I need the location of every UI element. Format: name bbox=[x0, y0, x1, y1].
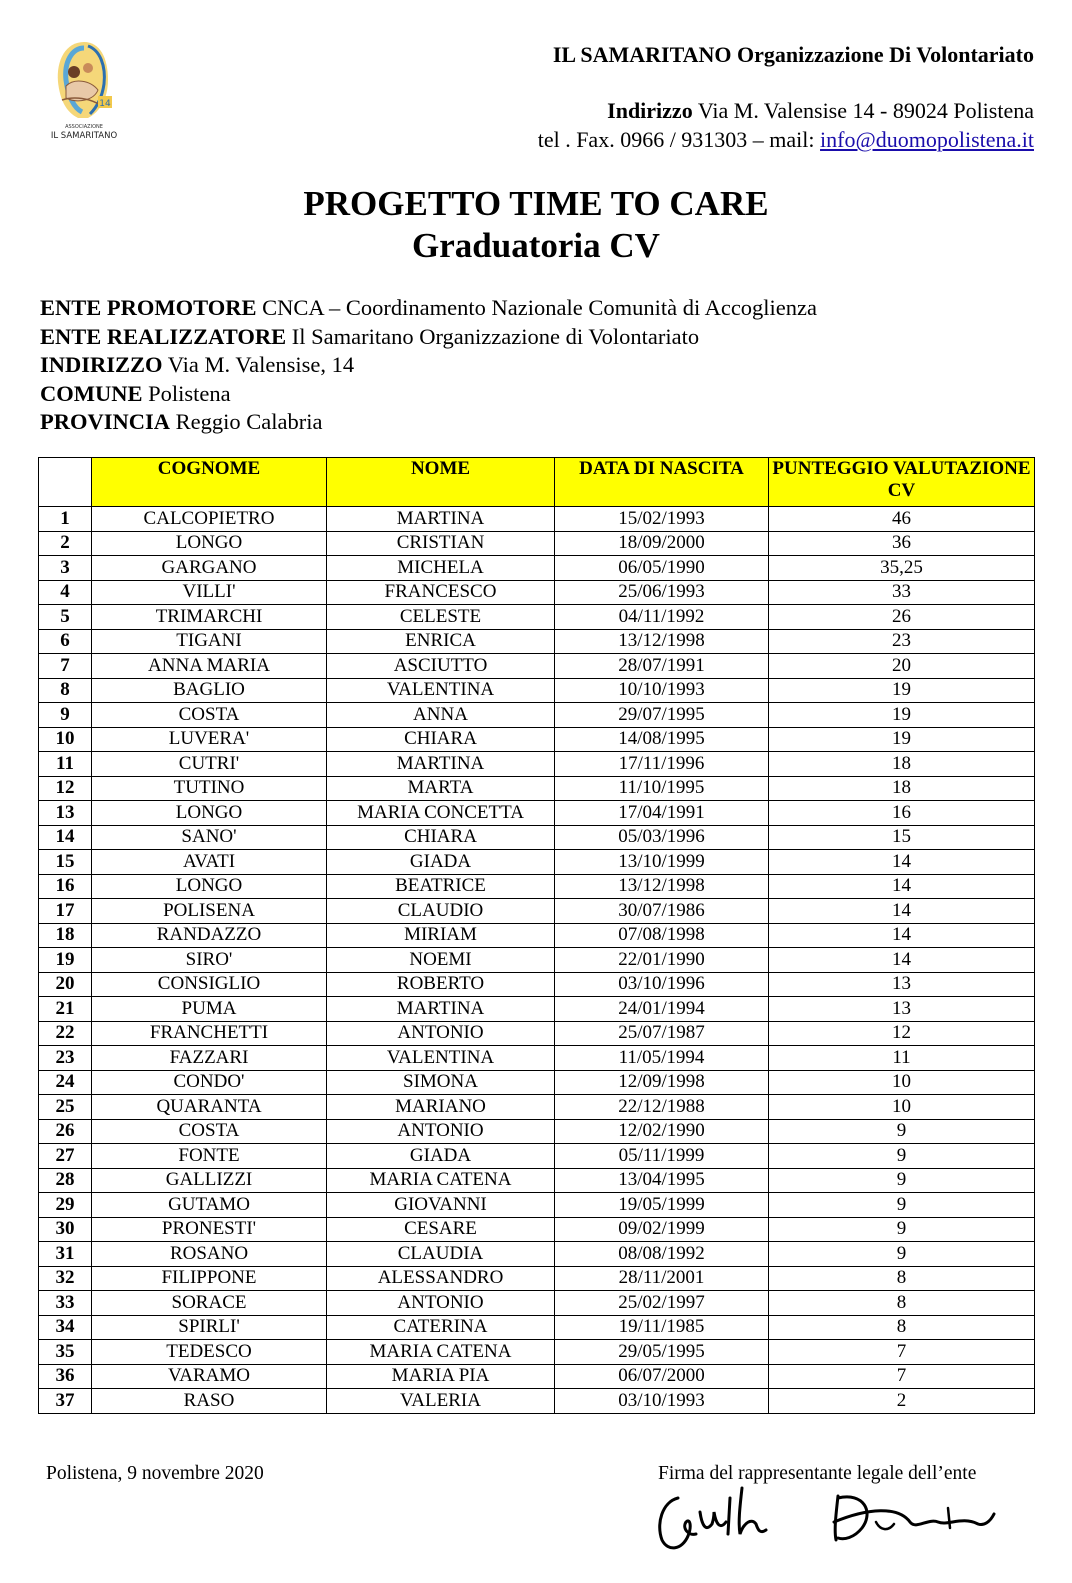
cell-data-nascita: 18/09/2000 bbox=[555, 531, 769, 556]
cell-punteggio: 8 bbox=[769, 1291, 1035, 1316]
table-row bbox=[39, 1340, 1035, 1365]
cell-nome: CRISTIAN bbox=[327, 531, 555, 556]
cell-punteggio: 10 bbox=[769, 1070, 1035, 1095]
cell-cognome: GARGANO bbox=[92, 556, 327, 581]
cell-rank: 32 bbox=[39, 1266, 92, 1291]
cell-data-nascita: 30/07/1986 bbox=[555, 899, 769, 924]
cell-rank: 30 bbox=[39, 1217, 92, 1242]
table-row bbox=[39, 1119, 1035, 1144]
table-row bbox=[39, 1046, 1035, 1071]
ranking-table bbox=[38, 457, 1035, 1414]
cell-punteggio: 10 bbox=[769, 1095, 1035, 1120]
cell-rank: 35 bbox=[39, 1340, 92, 1365]
cell-rank: 31 bbox=[39, 1242, 92, 1267]
cell-cognome: FRANCHETTI bbox=[92, 1021, 327, 1046]
cell-rank: 33 bbox=[39, 1291, 92, 1316]
cell-nome: CESARE bbox=[327, 1217, 555, 1242]
cell-cognome: CONDO' bbox=[92, 1070, 327, 1095]
cell-cognome: RASO bbox=[92, 1389, 327, 1414]
address-label: Indirizzo bbox=[607, 98, 693, 123]
cell-data-nascita: 17/11/1996 bbox=[555, 752, 769, 777]
cell-nome: MIRIAM bbox=[327, 923, 555, 948]
cell-nome: MARIANO bbox=[327, 1095, 555, 1120]
cell-data-nascita: 22/12/1988 bbox=[555, 1095, 769, 1120]
cell-rank: 4 bbox=[39, 580, 92, 605]
cell-nome: MARTINA bbox=[327, 752, 555, 777]
info-comune bbox=[40, 380, 817, 409]
cell-data-nascita: 15/02/1993 bbox=[555, 507, 769, 532]
cell-rank: 19 bbox=[39, 948, 92, 973]
cell-punteggio: 19 bbox=[769, 703, 1035, 728]
cell-punteggio: 2 bbox=[769, 1389, 1035, 1414]
cell-data-nascita: 03/10/1996 bbox=[555, 972, 769, 997]
cell-rank: 16 bbox=[39, 874, 92, 899]
email-link[interactable]: info@duomopolistena.it bbox=[820, 127, 1034, 152]
cell-data-nascita: 13/04/1995 bbox=[555, 1168, 769, 1193]
cell-nome: NOEMI bbox=[327, 948, 555, 973]
cell-nome: ASCIUTTO bbox=[327, 654, 555, 679]
header-nome: NOME bbox=[327, 458, 555, 507]
cell-data-nascita: 14/08/1995 bbox=[555, 727, 769, 752]
info-ente-promotore bbox=[40, 294, 817, 323]
cell-cognome: GUTAMO bbox=[92, 1193, 327, 1218]
cell-rank: 6 bbox=[39, 629, 92, 654]
cell-data-nascita: 06/05/1990 bbox=[555, 556, 769, 581]
cell-rank: 34 bbox=[39, 1315, 92, 1340]
cell-punteggio: 13 bbox=[769, 972, 1035, 997]
table-row bbox=[39, 1315, 1035, 1340]
cell-cognome: SIRO' bbox=[92, 948, 327, 973]
cell-punteggio: 35,25 bbox=[769, 556, 1035, 581]
cell-nome: ANTONIO bbox=[327, 1291, 555, 1316]
tel-fax-text: tel . Fax. 0966 / 931303 – mail: bbox=[537, 127, 821, 152]
table-row bbox=[39, 1070, 1035, 1095]
cell-data-nascita: 08/08/1992 bbox=[555, 1242, 769, 1267]
table-row bbox=[39, 923, 1035, 948]
table-row bbox=[39, 654, 1035, 679]
cell-data-nascita: 03/10/1993 bbox=[555, 1389, 769, 1414]
cell-punteggio: 9 bbox=[769, 1242, 1035, 1267]
cell-cognome: GALLIZZI bbox=[92, 1168, 327, 1193]
cell-cognome: TIGANI bbox=[92, 629, 327, 654]
cell-nome: ANTONIO bbox=[327, 1119, 555, 1144]
table-row bbox=[39, 972, 1035, 997]
cell-data-nascita: 28/11/2001 bbox=[555, 1266, 769, 1291]
table-header-row bbox=[39, 458, 1035, 507]
info-indirizzo bbox=[40, 351, 817, 380]
cell-punteggio: 19 bbox=[769, 727, 1035, 752]
cell-rank: 26 bbox=[39, 1119, 92, 1144]
cell-cognome: TUTINO bbox=[92, 776, 327, 801]
cell-cognome: LONGO bbox=[92, 801, 327, 826]
page-subtitle: Graduatoria CV bbox=[412, 226, 660, 265]
header-cognome: COGNOME bbox=[92, 458, 327, 507]
cell-punteggio: 36 bbox=[769, 531, 1035, 556]
svg-text:14: 14 bbox=[99, 99, 111, 109]
cell-cognome: LONGO bbox=[92, 531, 327, 556]
info-value: Polistena bbox=[148, 380, 231, 406]
cell-data-nascita: 13/10/1999 bbox=[555, 850, 769, 875]
address-line bbox=[607, 98, 1034, 124]
cell-cognome: ANNA MARIA bbox=[92, 654, 327, 679]
cell-data-nascita: 13/12/1998 bbox=[555, 629, 769, 654]
info-label: PROVINCIA bbox=[40, 409, 171, 435]
cell-nome: FRANCESCO bbox=[327, 580, 555, 605]
cell-cognome: PUMA bbox=[92, 997, 327, 1022]
table-row bbox=[39, 850, 1035, 875]
cell-cognome: COSTA bbox=[92, 1119, 327, 1144]
table-row bbox=[39, 1291, 1035, 1316]
cell-rank: 11 bbox=[39, 752, 92, 777]
cell-nome: MARTINA bbox=[327, 507, 555, 532]
cell-rank: 18 bbox=[39, 923, 92, 948]
project-info bbox=[40, 294, 817, 437]
cell-cognome: FILIPPONE bbox=[92, 1266, 327, 1291]
info-label: ENTE REALIZZATORE bbox=[40, 323, 287, 349]
cell-nome: VALENTINA bbox=[327, 1046, 555, 1071]
table-row bbox=[39, 703, 1035, 728]
cell-rank: 9 bbox=[39, 703, 92, 728]
cell-rank: 29 bbox=[39, 1193, 92, 1218]
cell-punteggio: 8 bbox=[769, 1315, 1035, 1340]
cell-punteggio: 26 bbox=[769, 605, 1035, 630]
cell-cognome: RANDAZZO bbox=[92, 923, 327, 948]
cell-rank: 25 bbox=[39, 1095, 92, 1120]
cell-nome: ALESSANDRO bbox=[327, 1266, 555, 1291]
cell-data-nascita: 29/05/1995 bbox=[555, 1340, 769, 1365]
cell-cognome: PRONESTI' bbox=[92, 1217, 327, 1242]
cell-punteggio: 18 bbox=[769, 752, 1035, 777]
cell-nome: GIOVANNI bbox=[327, 1193, 555, 1218]
cell-cognome: VARAMO bbox=[92, 1364, 327, 1389]
cell-rank: 23 bbox=[39, 1046, 92, 1071]
cell-nome: VALENTINA bbox=[327, 678, 555, 703]
cell-cognome: BAGLIO bbox=[92, 678, 327, 703]
cell-rank: 8 bbox=[39, 678, 92, 703]
cell-data-nascita: 11/10/1995 bbox=[555, 776, 769, 801]
cell-cognome: CALCOPIETRO bbox=[92, 507, 327, 532]
cell-data-nascita: 22/01/1990 bbox=[555, 948, 769, 973]
cell-rank: 37 bbox=[39, 1389, 92, 1414]
cell-cognome: FONTE bbox=[92, 1144, 327, 1169]
cell-punteggio: 7 bbox=[769, 1364, 1035, 1389]
table-body bbox=[39, 507, 1035, 1414]
cell-cognome: AVATI bbox=[92, 850, 327, 875]
cell-cognome: TRIMARCHI bbox=[92, 605, 327, 630]
table-row bbox=[39, 752, 1035, 777]
info-label: COMUNE bbox=[40, 380, 143, 406]
cell-nome: MARIA PIA bbox=[327, 1364, 555, 1389]
table-row bbox=[39, 1242, 1035, 1267]
cell-rank: 15 bbox=[39, 850, 92, 875]
table-row bbox=[39, 776, 1035, 801]
cell-nome: VALERIA bbox=[327, 1389, 555, 1414]
cell-rank: 5 bbox=[39, 605, 92, 630]
cell-cognome: SORACE bbox=[92, 1291, 327, 1316]
cell-cognome: SANO' bbox=[92, 825, 327, 850]
cell-punteggio: 9 bbox=[769, 1193, 1035, 1218]
cell-data-nascita: 28/07/1991 bbox=[555, 654, 769, 679]
info-label: ENTE PROMOTORE bbox=[40, 295, 257, 320]
cell-data-nascita: 04/11/1992 bbox=[555, 605, 769, 630]
info-ente-realizzatore bbox=[40, 323, 817, 352]
cell-nome: ANTONIO bbox=[327, 1021, 555, 1046]
cell-nome: CHIARA bbox=[327, 727, 555, 752]
cell-cognome: CONSIGLIO bbox=[92, 972, 327, 997]
cell-nome: CLAUDIA bbox=[327, 1242, 555, 1267]
cell-rank: 28 bbox=[39, 1168, 92, 1193]
cell-cognome: VILLI' bbox=[92, 580, 327, 605]
cell-cognome: QUARANTA bbox=[92, 1095, 327, 1120]
cell-punteggio: 11 bbox=[769, 1046, 1035, 1071]
info-provincia bbox=[40, 408, 817, 437]
table-row bbox=[39, 1144, 1035, 1169]
table-row bbox=[39, 580, 1035, 605]
table-row bbox=[39, 507, 1035, 532]
cell-punteggio: 14 bbox=[769, 923, 1035, 948]
cell-cognome: POLISENA bbox=[92, 899, 327, 924]
cell-rank: 3 bbox=[39, 556, 92, 581]
table-row bbox=[39, 1364, 1035, 1389]
cell-punteggio: 46 bbox=[769, 507, 1035, 532]
cell-data-nascita: 25/06/1993 bbox=[555, 580, 769, 605]
cell-punteggio: 7 bbox=[769, 1340, 1035, 1365]
cell-nome: ENRICA bbox=[327, 629, 555, 654]
cell-rank: 2 bbox=[39, 531, 92, 556]
cell-nome: ANNA bbox=[327, 703, 555, 728]
table-row bbox=[39, 1266, 1035, 1291]
cell-nome: ROBERTO bbox=[327, 972, 555, 997]
table-row bbox=[39, 1193, 1035, 1218]
handwritten-signature bbox=[648, 1478, 1008, 1568]
cell-rank: 20 bbox=[39, 972, 92, 997]
table-row bbox=[39, 1389, 1035, 1414]
header-data-nascita: DATA DI NASCITA bbox=[555, 458, 769, 507]
cell-data-nascita: 11/05/1994 bbox=[555, 1046, 769, 1071]
cell-data-nascita: 19/05/1999 bbox=[555, 1193, 769, 1218]
cell-punteggio: 14 bbox=[769, 874, 1035, 899]
header-punteggio: PUNTEGGIO VALUTAZIONE CV bbox=[769, 458, 1035, 507]
cell-data-nascita: 05/11/1999 bbox=[555, 1144, 769, 1169]
cell-nome: MARTA bbox=[327, 776, 555, 801]
cell-punteggio: 33 bbox=[769, 580, 1035, 605]
cell-data-nascita: 09/02/1999 bbox=[555, 1217, 769, 1242]
cell-nome: CELESTE bbox=[327, 605, 555, 630]
table-row bbox=[39, 727, 1035, 752]
cell-nome: MICHELA bbox=[327, 556, 555, 581]
table-row bbox=[39, 678, 1035, 703]
cell-data-nascita: 10/10/1993 bbox=[555, 678, 769, 703]
table-row bbox=[39, 997, 1035, 1022]
cell-rank: 12 bbox=[39, 776, 92, 801]
cell-cognome: LUVERA' bbox=[92, 727, 327, 752]
svg-text:ASSOCIAZIONE: ASSOCIAZIONE bbox=[65, 124, 103, 130]
cell-punteggio: 9 bbox=[769, 1144, 1035, 1169]
header-rank bbox=[39, 458, 92, 507]
cell-data-nascita: 06/07/2000 bbox=[555, 1364, 769, 1389]
contact-line bbox=[538, 127, 1034, 153]
cell-rank: 17 bbox=[39, 899, 92, 924]
cell-rank: 21 bbox=[39, 997, 92, 1022]
info-value: Il Samaritano Organizzazione di Volontariato bbox=[291, 323, 700, 349]
info-value: CNCA – Coordinamento Nazionale Comunità di Accoglienza bbox=[262, 295, 818, 320]
cell-cognome: CUTRI' bbox=[92, 752, 327, 777]
table-row bbox=[39, 605, 1035, 630]
table-row bbox=[39, 531, 1035, 556]
cell-data-nascita: 19/11/1985 bbox=[555, 1315, 769, 1340]
table-row bbox=[39, 1168, 1035, 1193]
address-value: Via M. Valensise 14 - 89024 Polistena bbox=[697, 98, 1034, 123]
cell-rank: 14 bbox=[39, 825, 92, 850]
cell-rank: 22 bbox=[39, 1021, 92, 1046]
table-row bbox=[39, 629, 1035, 654]
cell-data-nascita: 05/03/1996 bbox=[555, 825, 769, 850]
cell-data-nascita: 25/07/1987 bbox=[555, 1021, 769, 1046]
cell-punteggio: 14 bbox=[769, 948, 1035, 973]
table-row bbox=[39, 1021, 1035, 1046]
cell-data-nascita: 12/09/1998 bbox=[555, 1070, 769, 1095]
cell-punteggio: 18 bbox=[769, 776, 1035, 801]
cell-rank: 10 bbox=[39, 727, 92, 752]
place-date: Polistena, 9 novembre 2020 bbox=[46, 1463, 264, 1484]
cell-punteggio: 13 bbox=[769, 997, 1035, 1022]
table-row bbox=[39, 801, 1035, 826]
cell-data-nascita: 13/12/1998 bbox=[555, 874, 769, 899]
cell-punteggio: 14 bbox=[769, 850, 1035, 875]
table-row bbox=[39, 825, 1035, 850]
cell-cognome: SPIRLI' bbox=[92, 1315, 327, 1340]
cell-rank: 27 bbox=[39, 1144, 92, 1169]
cell-nome: MARIA CONCETTA bbox=[327, 801, 555, 826]
cell-punteggio: 15 bbox=[769, 825, 1035, 850]
cell-rank: 1 bbox=[39, 507, 92, 532]
cell-nome: BEATRICE bbox=[327, 874, 555, 899]
cell-data-nascita: 07/08/1998 bbox=[555, 923, 769, 948]
cell-punteggio: 9 bbox=[769, 1119, 1035, 1144]
table-row bbox=[39, 556, 1035, 581]
cell-nome: CLAUDIO bbox=[327, 899, 555, 924]
table-row bbox=[39, 948, 1035, 973]
svg-text:IL SAMARITANO: IL SAMARITANO bbox=[50, 131, 118, 141]
cell-cognome: LONGO bbox=[92, 874, 327, 899]
cell-nome: SIMONA bbox=[327, 1070, 555, 1095]
cell-cognome: ROSANO bbox=[92, 1242, 327, 1267]
cell-punteggio: 20 bbox=[769, 654, 1035, 679]
cell-punteggio: 12 bbox=[769, 1021, 1035, 1046]
page-title: PROGETTO TIME TO CARE bbox=[303, 184, 769, 223]
cell-data-nascita: 17/04/1991 bbox=[555, 801, 769, 826]
cell-nome: MARTINA bbox=[327, 997, 555, 1022]
cell-nome: CATERINA bbox=[327, 1315, 555, 1340]
organization-name: IL SAMARITANO Organizzazione Di Volontariato bbox=[552, 42, 1034, 67]
cell-data-nascita: 25/02/1997 bbox=[555, 1291, 769, 1316]
cell-cognome: FAZZARI bbox=[92, 1046, 327, 1071]
info-label: INDIRIZZO bbox=[40, 352, 163, 378]
cell-nome: GIADA bbox=[327, 1144, 555, 1169]
cell-data-nascita: 29/07/1995 bbox=[555, 703, 769, 728]
cell-cognome: COSTA bbox=[92, 703, 327, 728]
table-row bbox=[39, 874, 1035, 899]
cell-cognome: TEDESCO bbox=[92, 1340, 327, 1365]
cell-rank: 24 bbox=[39, 1070, 92, 1095]
info-value: Via M. Valensise, 14 bbox=[167, 352, 355, 378]
samaritano-logo bbox=[44, 38, 124, 146]
cell-punteggio: 19 bbox=[769, 678, 1035, 703]
signature-label: Firma del rappresentante legale dell’ente bbox=[658, 1463, 977, 1484]
table-row bbox=[39, 1095, 1035, 1120]
cell-nome: CHIARA bbox=[327, 825, 555, 850]
cell-rank: 13 bbox=[39, 801, 92, 826]
cell-nome: GIADA bbox=[327, 850, 555, 875]
cell-rank: 7 bbox=[39, 654, 92, 679]
cell-punteggio: 16 bbox=[769, 801, 1035, 826]
table-row bbox=[39, 899, 1035, 924]
cell-nome: MARIA CATENA bbox=[327, 1340, 555, 1365]
cell-data-nascita: 12/02/1990 bbox=[555, 1119, 769, 1144]
cell-punteggio: 8 bbox=[769, 1266, 1035, 1291]
cell-nome: MARIA CATENA bbox=[327, 1168, 555, 1193]
cell-rank: 36 bbox=[39, 1364, 92, 1389]
table-row bbox=[39, 1217, 1035, 1242]
cell-punteggio: 14 bbox=[769, 899, 1035, 924]
cell-data-nascita: 24/01/1994 bbox=[555, 997, 769, 1022]
info-value: Reggio Calabria bbox=[175, 409, 323, 435]
cell-punteggio: 9 bbox=[769, 1168, 1035, 1193]
cell-punteggio: 23 bbox=[769, 629, 1035, 654]
cell-punteggio: 9 bbox=[769, 1217, 1035, 1242]
